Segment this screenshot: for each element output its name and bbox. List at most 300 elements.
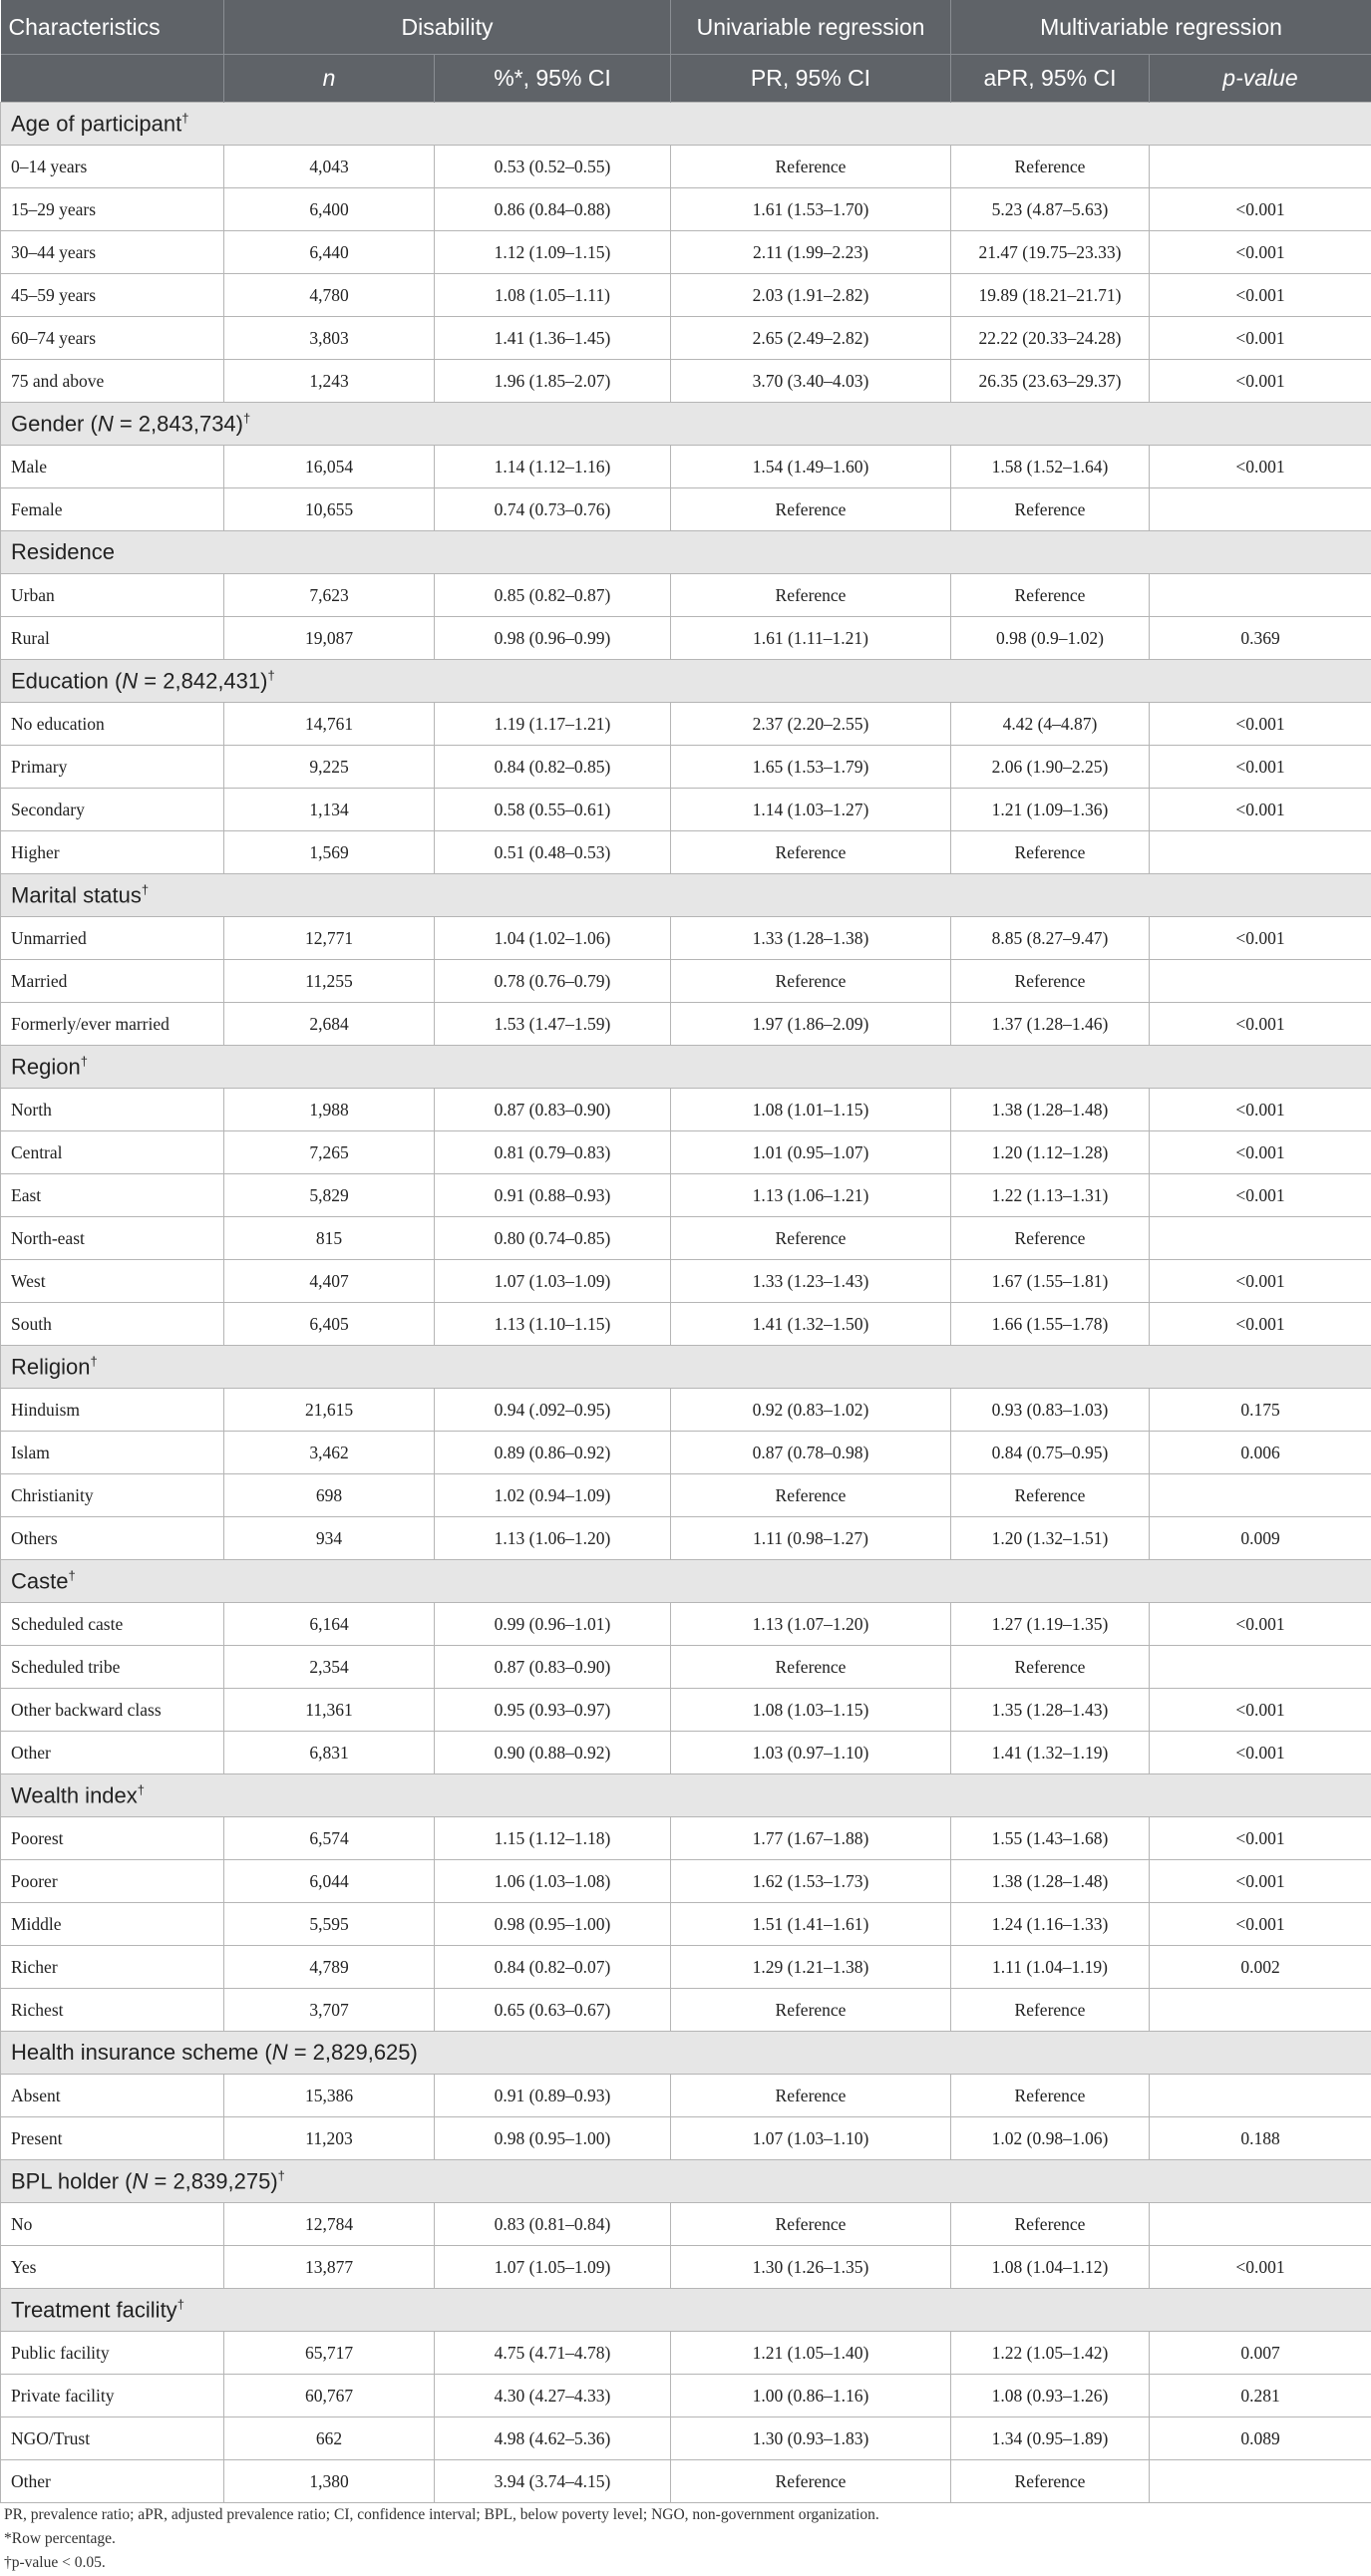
percent-ci-cell: 4.30 (4.27–4.33) — [435, 2375, 671, 2417]
pr-ci-cell: 1.07 (1.03–1.10) — [671, 2117, 951, 2160]
p-value-cell — [1150, 960, 1371, 1003]
p-value-cell: <0.001 — [1150, 1903, 1371, 1946]
section-title — [1, 874, 1371, 917]
pr-ci-cell: Reference — [671, 146, 951, 188]
apr-ci-cell: 2.06 (1.90–2.25) — [951, 746, 1150, 789]
apr-ci-cell: 1.58 (1.52–1.64) — [951, 446, 1150, 488]
header-univariable: Univariable regression — [671, 0, 951, 55]
p-value-cell: <0.001 — [1150, 1817, 1371, 1860]
p-value-cell: <0.001 — [1150, 746, 1371, 789]
section-header-row — [1, 2032, 1371, 2075]
pr-ci-cell: 2.37 (2.20–2.55) — [671, 703, 951, 746]
apr-ci-cell: 22.22 (20.33–24.28) — [951, 317, 1150, 360]
table-row — [1, 789, 1371, 831]
pr-ci-cell: Reference — [671, 831, 951, 874]
row-label: West — [1, 1260, 224, 1303]
section-header-row — [1, 403, 1371, 446]
p-value-cell: <0.001 — [1150, 446, 1371, 488]
section-title — [1, 403, 1371, 446]
row-label: Absent — [1, 2075, 224, 2117]
p-value-cell: <0.001 — [1150, 360, 1371, 403]
section-header-row — [1, 2289, 1371, 2332]
pr-ci-cell: 2.03 (1.91–2.82) — [671, 274, 951, 317]
section-title-text: Age of participant — [11, 111, 182, 137]
pr-ci-cell: 1.51 (1.41–1.61) — [671, 1903, 951, 1946]
n-cell: 4,780 — [224, 274, 435, 317]
row-label: Hinduism — [1, 1389, 224, 1432]
apr-ci-cell: 0.84 (0.75–0.95) — [951, 1432, 1150, 1474]
row-label: No education — [1, 703, 224, 746]
row-label: North-east — [1, 1217, 224, 1260]
p-value-cell: <0.001 — [1150, 703, 1371, 746]
row-label: Richest — [1, 1989, 224, 2032]
n-cell: 11,255 — [224, 960, 435, 1003]
apr-ci-cell: 1.08 (0.93–1.26) — [951, 2375, 1150, 2417]
pr-ci-cell: Reference — [671, 1474, 951, 1517]
p-value-cell — [1150, 488, 1371, 531]
table-row — [1, 1603, 1371, 1646]
percent-ci-cell: 0.83 (0.81–0.84) — [435, 2203, 671, 2246]
n-cell: 1,569 — [224, 831, 435, 874]
section-title — [1, 1774, 1371, 1817]
apr-ci-cell: 0.98 (0.9–1.02) — [951, 617, 1150, 660]
percent-ci-cell: 3.94 (3.74–4.15) — [435, 2460, 671, 2503]
pr-ci-cell: Reference — [671, 1217, 951, 1260]
p-value-cell — [1150, 1989, 1371, 2032]
significance-dagger: † — [176, 2296, 184, 2312]
header-row-2 — [1, 55, 1371, 103]
p-value-cell: 0.002 — [1150, 1946, 1371, 1989]
apr-ci-cell: 1.11 (1.04–1.19) — [951, 1946, 1150, 1989]
n-cell: 3,462 — [224, 1432, 435, 1474]
apr-ci-cell: 19.89 (18.21–21.71) — [951, 274, 1150, 317]
n-cell: 11,361 — [224, 1689, 435, 1732]
pr-ci-cell: 1.62 (1.53–1.73) — [671, 1860, 951, 1903]
section-title — [1, 2160, 1371, 2203]
row-label: Islam — [1, 1432, 224, 1474]
n-cell: 14,761 — [224, 703, 435, 746]
n-cell: 11,203 — [224, 2117, 435, 2160]
section-header-row — [1, 1346, 1371, 1389]
table-row — [1, 746, 1371, 789]
significance-dagger: † — [90, 1353, 98, 1369]
significance-dagger: † — [277, 2167, 285, 2183]
n-cell: 698 — [224, 1474, 435, 1517]
significance-dagger: † — [137, 1781, 146, 1797]
row-label: Higher — [1, 831, 224, 874]
footnote-abbreviations: PR, prevalence ratio; aPR, adjusted prevalence ratio; CI, confidence interval; BPL, below poverty level; NGO, non-government organization. — [4, 2506, 879, 2523]
n-cell: 5,595 — [224, 1903, 435, 1946]
section-title-text: Gender ( — [11, 411, 98, 437]
percent-ci-cell: 0.58 (0.55–0.61) — [435, 789, 671, 831]
p-value-cell: <0.001 — [1150, 1603, 1371, 1646]
row-label: East — [1, 1174, 224, 1217]
apr-ci-cell: 1.37 (1.28–1.46) — [951, 1003, 1150, 1046]
pr-ci-cell: 1.61 (1.53–1.70) — [671, 188, 951, 231]
header-characteristics: Characteristics — [1, 0, 224, 55]
table-row — [1, 1217, 1371, 1260]
footnote-row-percentage: *Row percentage. — [4, 2530, 116, 2547]
p-value-cell: <0.001 — [1150, 789, 1371, 831]
significance-dagger: † — [141, 881, 150, 897]
apr-ci-cell: 1.20 (1.12–1.28) — [951, 1131, 1150, 1174]
n-cell: 5,829 — [224, 1174, 435, 1217]
percent-ci-cell: 0.65 (0.63–0.67) — [435, 1989, 671, 2032]
pr-ci-cell: 1.33 (1.28–1.38) — [671, 917, 951, 960]
p-value-cell — [1150, 146, 1371, 188]
row-label: Rural — [1, 617, 224, 660]
apr-ci-cell: 1.21 (1.09–1.36) — [951, 789, 1150, 831]
percent-ci-cell: 0.53 (0.52–0.55) — [435, 146, 671, 188]
p-value-cell: 0.007 — [1150, 2332, 1371, 2375]
row-label: Others — [1, 1517, 224, 1560]
percent-ci-cell: 0.74 (0.73–0.76) — [435, 488, 671, 531]
apr-ci-cell: 1.02 (0.98–1.06) — [951, 2117, 1150, 2160]
significance-dagger: † — [181, 110, 189, 126]
pr-ci-cell: 1.61 (1.11–1.21) — [671, 617, 951, 660]
apr-ci-cell: 1.55 (1.43–1.68) — [951, 1817, 1150, 1860]
p-value-cell — [1150, 831, 1371, 874]
apr-ci-cell: 4.42 (4–4.87) — [951, 703, 1150, 746]
apr-ci-cell: 0.93 (0.83–1.03) — [951, 1389, 1150, 1432]
percent-ci-cell: 1.19 (1.17–1.21) — [435, 703, 671, 746]
n-cell: 4,789 — [224, 1946, 435, 1989]
pr-ci-cell: 0.92 (0.83–1.02) — [671, 1389, 951, 1432]
apr-ci-cell: Reference — [951, 1646, 1150, 1689]
n-cell: 662 — [224, 2417, 435, 2460]
table-row — [1, 360, 1371, 403]
percent-ci-cell: 0.98 (0.95–1.00) — [435, 2117, 671, 2160]
section-title-text: Region — [11, 1054, 81, 1080]
table-row — [1, 2203, 1371, 2246]
section-header-row — [1, 874, 1371, 917]
pr-ci-cell: 1.65 (1.53–1.79) — [671, 746, 951, 789]
percent-ci-cell: 1.07 (1.05–1.09) — [435, 2246, 671, 2289]
table-row — [1, 831, 1371, 874]
apr-ci-cell: 1.24 (1.16–1.33) — [951, 1903, 1150, 1946]
p-value-cell: <0.001 — [1150, 1174, 1371, 1217]
n-cell: 60,767 — [224, 2375, 435, 2417]
table-row — [1, 1689, 1371, 1732]
section-title-count: = 2,829,625) — [287, 2040, 418, 2065]
section-title — [1, 1346, 1371, 1389]
n-cell: 7,623 — [224, 574, 435, 617]
row-label: Yes — [1, 2246, 224, 2289]
percent-ci-cell: 0.98 (0.95–1.00) — [435, 1903, 671, 1946]
header-apr-ci: aPR, 95% CI — [951, 55, 1150, 103]
apr-ci-cell: 1.27 (1.19–1.35) — [951, 1603, 1150, 1646]
row-label: Poorer — [1, 1860, 224, 1903]
table-row — [1, 617, 1371, 660]
row-label: Other — [1, 2460, 224, 2503]
n-cell: 6,405 — [224, 1303, 435, 1346]
row-label: 15–29 years — [1, 188, 224, 231]
apr-ci-cell: Reference — [951, 831, 1150, 874]
pr-ci-cell: 1.33 (1.23–1.43) — [671, 1260, 951, 1303]
table-row — [1, 1260, 1371, 1303]
row-label: Urban — [1, 574, 224, 617]
row-label: Formerly/ever married — [1, 1003, 224, 1046]
percent-ci-cell: 1.02 (0.94–1.09) — [435, 1474, 671, 1517]
table-row — [1, 1732, 1371, 1774]
percent-ci-cell: 1.14 (1.12–1.16) — [435, 446, 671, 488]
pr-ci-cell: 1.08 (1.01–1.15) — [671, 1089, 951, 1131]
p-value-cell: <0.001 — [1150, 1303, 1371, 1346]
table-body — [1, 103, 1371, 2503]
section-title-count: = 2,843,734) — [113, 411, 243, 437]
pr-ci-cell: 2.65 (2.49–2.82) — [671, 317, 951, 360]
percent-ci-cell: 0.95 (0.93–0.97) — [435, 1689, 671, 1732]
row-label: South — [1, 1303, 224, 1346]
table-row — [1, 317, 1371, 360]
row-label: 0–14 years — [1, 146, 224, 188]
n-cell: 4,043 — [224, 146, 435, 188]
percent-ci-cell: 0.51 (0.48–0.53) — [435, 831, 671, 874]
row-label: Unmarried — [1, 917, 224, 960]
p-value-cell: <0.001 — [1150, 1089, 1371, 1131]
section-title — [1, 1560, 1371, 1603]
section-title-text: BPL holder ( — [11, 2168, 133, 2194]
pr-ci-cell: 1.01 (0.95–1.07) — [671, 1131, 951, 1174]
table-row — [1, 1989, 1371, 2032]
p-value-cell: <0.001 — [1150, 1003, 1371, 1046]
apr-ci-cell: 8.85 (8.27–9.47) — [951, 917, 1150, 960]
percent-ci-cell: 1.96 (1.85–2.07) — [435, 360, 671, 403]
apr-ci-cell: 1.22 (1.05–1.42) — [951, 2332, 1150, 2375]
apr-ci-cell: Reference — [951, 960, 1150, 1003]
table-row — [1, 1946, 1371, 1989]
section-title — [1, 1046, 1371, 1089]
p-value-cell — [1150, 1646, 1371, 1689]
n-cell: 9,225 — [224, 746, 435, 789]
n-cell: 65,717 — [224, 2332, 435, 2375]
section-title-n: N — [271, 2040, 288, 2065]
pr-ci-cell: 3.70 (3.40–4.03) — [671, 360, 951, 403]
table-row — [1, 574, 1371, 617]
apr-ci-cell: 1.38 (1.28–1.48) — [951, 1089, 1150, 1131]
p-value-cell: 0.281 — [1150, 2375, 1371, 2417]
significance-dagger: † — [243, 410, 251, 426]
n-cell: 815 — [224, 1217, 435, 1260]
row-label: Secondary — [1, 789, 224, 831]
section-header-row — [1, 1046, 1371, 1089]
table-row — [1, 1860, 1371, 1903]
pr-ci-cell: Reference — [671, 1989, 951, 2032]
n-cell: 2,684 — [224, 1003, 435, 1046]
apr-ci-cell: Reference — [951, 2203, 1150, 2246]
header-p-value: p-value — [1150, 55, 1371, 103]
n-cell: 19,087 — [224, 617, 435, 660]
percent-ci-cell: 0.91 (0.89–0.93) — [435, 2075, 671, 2117]
p-value-cell — [1150, 2460, 1371, 2503]
table-row — [1, 1517, 1371, 1560]
table-row — [1, 2246, 1371, 2289]
pr-ci-cell: 1.54 (1.49–1.60) — [671, 446, 951, 488]
table-row — [1, 1903, 1371, 1946]
row-label: Present — [1, 2117, 224, 2160]
n-cell: 6,574 — [224, 1817, 435, 1860]
pr-ci-cell: Reference — [671, 1646, 951, 1689]
header-pr-ci: PR, 95% CI — [671, 55, 951, 103]
p-value-cell: <0.001 — [1150, 2246, 1371, 2289]
row-label: 60–74 years — [1, 317, 224, 360]
n-cell: 1,380 — [224, 2460, 435, 2503]
p-value-cell: <0.001 — [1150, 231, 1371, 274]
p-value-cell — [1150, 2203, 1371, 2246]
row-label: 45–59 years — [1, 274, 224, 317]
percent-ci-cell: 0.78 (0.76–0.79) — [435, 960, 671, 1003]
percent-ci-cell: 0.90 (0.88–0.92) — [435, 1732, 671, 1774]
pr-ci-cell: 0.87 (0.78–0.98) — [671, 1432, 951, 1474]
section-header-row — [1, 2160, 1371, 2203]
p-value-cell: <0.001 — [1150, 1689, 1371, 1732]
apr-ci-cell: Reference — [951, 146, 1150, 188]
row-label: Other — [1, 1732, 224, 1774]
section-header-row — [1, 1560, 1371, 1603]
section-title — [1, 531, 1371, 574]
apr-ci-cell: 1.67 (1.55–1.81) — [951, 1260, 1150, 1303]
row-label: Primary — [1, 746, 224, 789]
section-title-text: Health insurance scheme ( — [11, 2040, 272, 2065]
header-disability: Disability — [224, 0, 671, 55]
p-value-cell: 0.089 — [1150, 2417, 1371, 2460]
row-label: Private facility — [1, 2375, 224, 2417]
section-title-n: N — [97, 411, 114, 437]
header-blank — [1, 55, 224, 103]
significance-dagger: † — [68, 1567, 76, 1583]
apr-ci-cell: Reference — [951, 574, 1150, 617]
pr-ci-cell: 1.11 (0.98–1.27) — [671, 1517, 951, 1560]
percent-ci-cell: 0.81 (0.79–0.83) — [435, 1131, 671, 1174]
pr-ci-cell: Reference — [671, 2460, 951, 2503]
section-header-row — [1, 1774, 1371, 1817]
apr-ci-cell: 5.23 (4.87–5.63) — [951, 188, 1150, 231]
pr-ci-cell: 1.41 (1.32–1.50) — [671, 1303, 951, 1346]
n-cell: 6,831 — [224, 1732, 435, 1774]
n-cell: 21,615 — [224, 1389, 435, 1432]
apr-ci-cell: 1.66 (1.55–1.78) — [951, 1303, 1150, 1346]
row-label: Scheduled tribe — [1, 1646, 224, 1689]
apr-ci-cell: 21.47 (19.75–23.33) — [951, 231, 1150, 274]
row-label: Richer — [1, 1946, 224, 1989]
pr-ci-cell: 1.00 (0.86–1.16) — [671, 2375, 951, 2417]
table-row — [1, 2117, 1371, 2160]
n-cell: 3,707 — [224, 1989, 435, 2032]
footnotes — [0, 2503, 1371, 2575]
pr-ci-cell: Reference — [671, 2203, 951, 2246]
section-title-text: Marital status — [11, 882, 142, 908]
n-cell: 16,054 — [224, 446, 435, 488]
row-label: 30–44 years — [1, 231, 224, 274]
percent-ci-cell: 0.84 (0.82–0.07) — [435, 1946, 671, 1989]
pr-ci-cell: Reference — [671, 574, 951, 617]
section-title-text: Treatment facility — [11, 2297, 177, 2323]
apr-ci-cell: Reference — [951, 2075, 1150, 2117]
apr-ci-cell: 1.35 (1.28–1.43) — [951, 1689, 1150, 1732]
table-row — [1, 446, 1371, 488]
header-row-1 — [1, 0, 1371, 55]
table-row — [1, 917, 1371, 960]
percent-ci-cell: 1.13 (1.10–1.15) — [435, 1303, 671, 1346]
pr-ci-cell: 1.30 (0.93–1.83) — [671, 2417, 951, 2460]
n-cell: 10,655 — [224, 488, 435, 531]
apr-ci-cell: Reference — [951, 488, 1150, 531]
p-value-cell — [1150, 2075, 1371, 2117]
pr-ci-cell: 1.30 (1.26–1.35) — [671, 2246, 951, 2289]
n-cell: 6,400 — [224, 188, 435, 231]
section-title — [1, 2289, 1371, 2332]
apr-ci-cell: 1.08 (1.04–1.12) — [951, 2246, 1150, 2289]
pr-ci-cell: Reference — [671, 960, 951, 1003]
header-percent-ci: %*, 95% CI — [435, 55, 671, 103]
apr-ci-cell: 1.22 (1.13–1.31) — [951, 1174, 1150, 1217]
header-multivariable: Multivariable regression — [951, 0, 1371, 55]
table-row — [1, 1131, 1371, 1174]
n-cell: 3,803 — [224, 317, 435, 360]
percent-ci-cell: 0.98 (0.96–0.99) — [435, 617, 671, 660]
row-label: No — [1, 2203, 224, 2246]
percent-ci-cell: 0.87 (0.83–0.90) — [435, 1646, 671, 1689]
section-title — [1, 2032, 1371, 2075]
percent-ci-cell: 0.91 (0.88–0.93) — [435, 1174, 671, 1217]
n-cell: 1,988 — [224, 1089, 435, 1131]
n-cell: 12,771 — [224, 917, 435, 960]
section-header-row — [1, 103, 1371, 146]
pr-ci-cell: Reference — [671, 2075, 951, 2117]
row-label: Christianity — [1, 1474, 224, 1517]
p-value-cell: 0.188 — [1150, 2117, 1371, 2160]
p-value-cell — [1150, 1474, 1371, 1517]
percent-ci-cell: 1.07 (1.03–1.09) — [435, 1260, 671, 1303]
p-value-cell: <0.001 — [1150, 1732, 1371, 1774]
table-row — [1, 1389, 1371, 1432]
row-label: Central — [1, 1131, 224, 1174]
table-row — [1, 2375, 1371, 2417]
apr-ci-cell: 1.41 (1.32–1.19) — [951, 1732, 1150, 1774]
percent-ci-cell: 1.41 (1.36–1.45) — [435, 317, 671, 360]
table-row — [1, 1003, 1371, 1046]
row-label: Poorest — [1, 1817, 224, 1860]
n-cell: 12,784 — [224, 2203, 435, 2246]
percent-ci-cell: 1.04 (1.02–1.06) — [435, 917, 671, 960]
p-value-cell: 0.369 — [1150, 617, 1371, 660]
pr-ci-cell: 1.21 (1.05–1.40) — [671, 2332, 951, 2375]
row-label: Scheduled caste — [1, 1603, 224, 1646]
apr-ci-cell: Reference — [951, 1217, 1150, 1260]
apr-ci-cell: 1.20 (1.32–1.51) — [951, 1517, 1150, 1560]
p-value-cell: <0.001 — [1150, 188, 1371, 231]
n-cell: 6,044 — [224, 1860, 435, 1903]
pr-ci-cell: 1.13 (1.07–1.20) — [671, 1603, 951, 1646]
p-value-cell: 0.006 — [1150, 1432, 1371, 1474]
pr-ci-cell: 1.14 (1.03–1.27) — [671, 789, 951, 831]
percent-ci-cell: 1.53 (1.47–1.59) — [435, 1003, 671, 1046]
percent-ci-cell: 0.84 (0.82–0.85) — [435, 746, 671, 789]
table-row — [1, 188, 1371, 231]
row-label: 75 and above — [1, 360, 224, 403]
p-value-cell: <0.001 — [1150, 1860, 1371, 1903]
p-value-cell: <0.001 — [1150, 1260, 1371, 1303]
section-title-count: = 2,842,431) — [138, 668, 268, 694]
p-value-cell: <0.001 — [1150, 1131, 1371, 1174]
percent-ci-cell: 1.13 (1.06–1.20) — [435, 1517, 671, 1560]
percent-ci-cell: 0.86 (0.84–0.88) — [435, 188, 671, 231]
significance-dagger: † — [80, 1053, 88, 1069]
n-cell: 15,386 — [224, 2075, 435, 2117]
table-row — [1, 231, 1371, 274]
footnote-significance: †p-value < 0.05. — [4, 2554, 106, 2571]
table-row — [1, 1646, 1371, 1689]
